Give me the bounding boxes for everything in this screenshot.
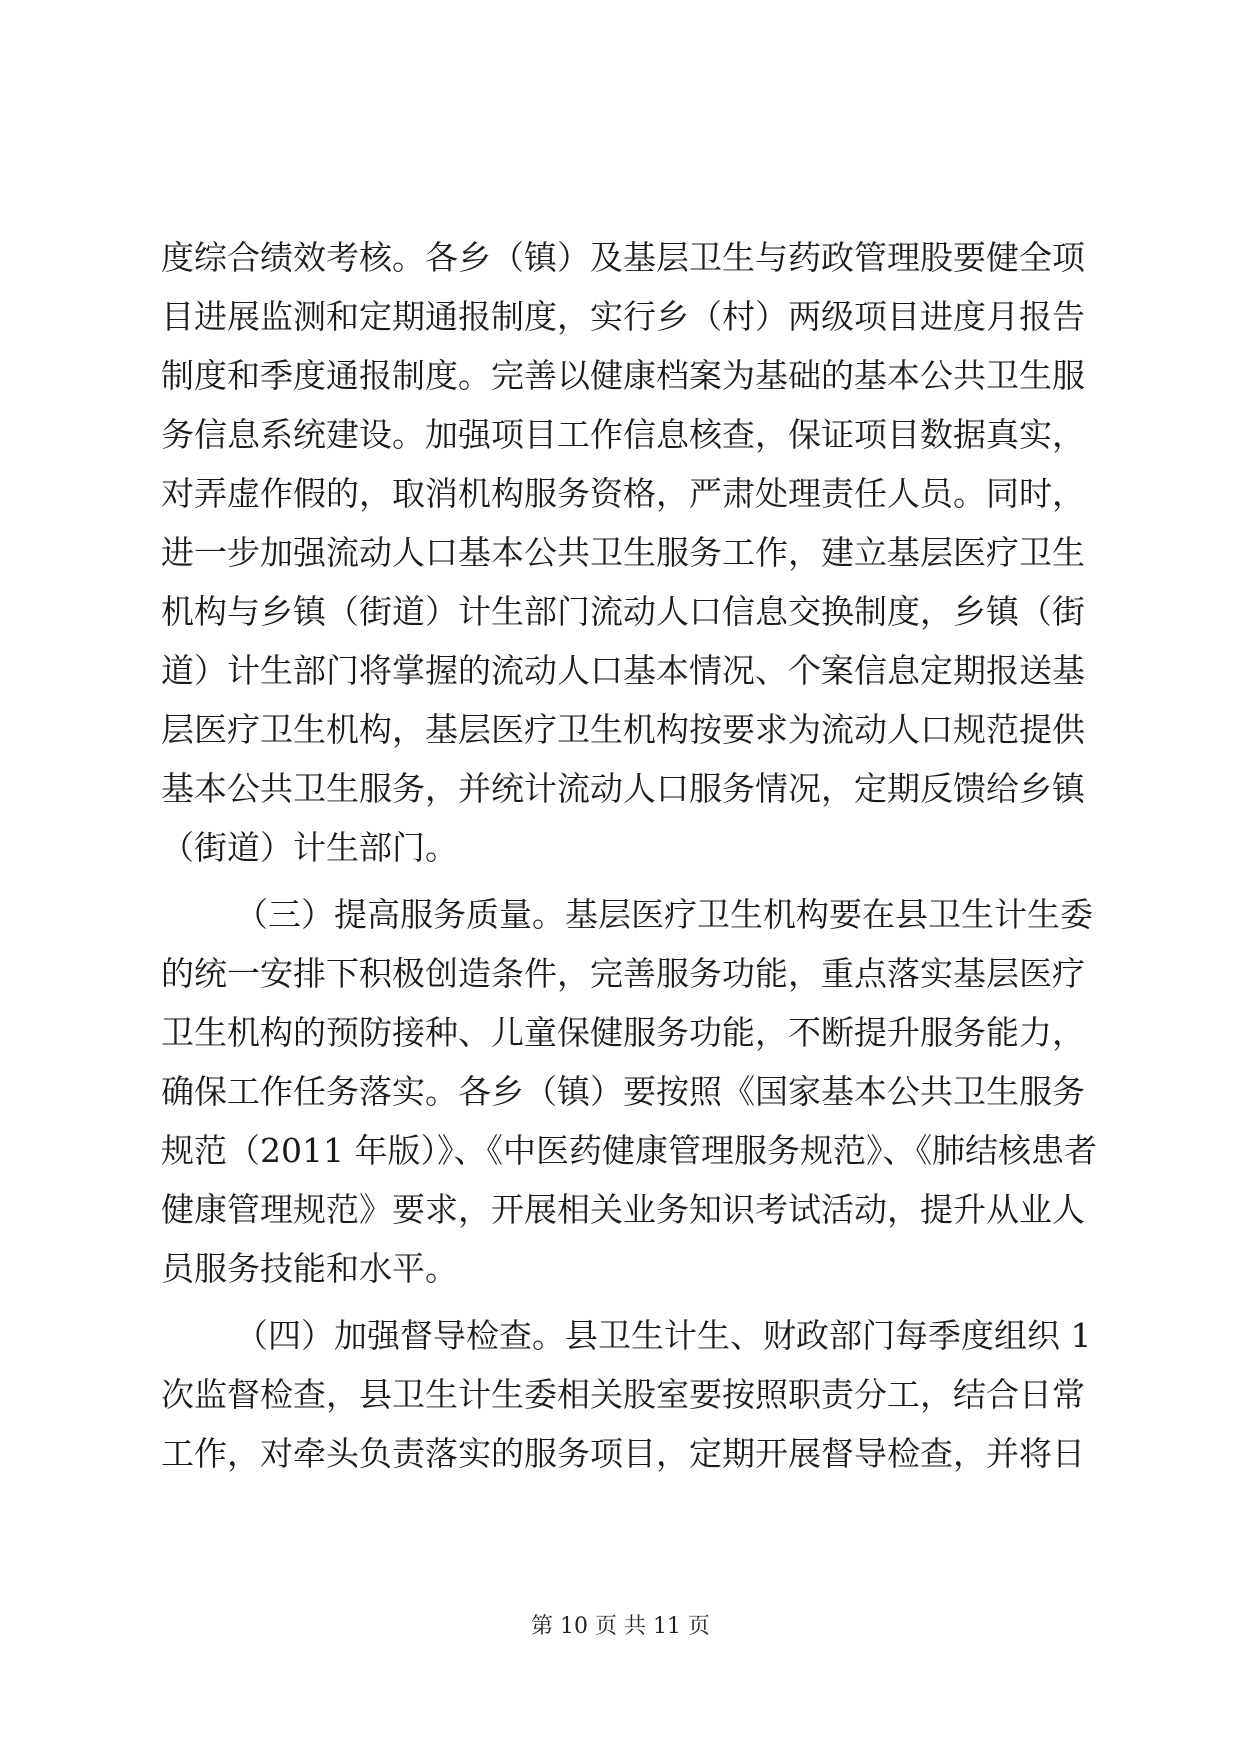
paragraph-1-line-1: 度综合绩效考核。各乡（镇）及基层卫生与药政管理股要健全项 (161, 238, 1085, 277)
paragraph-2-line-1: （三）提高服务质量。基层医疗卫生机构要在县卫生计生委 (235, 895, 1093, 934)
paragraph-1-line-6: 进一步加强流动人口基本公共卫生服务工作，建立基层医疗卫生 (161, 533, 1085, 572)
paragraph-2-line-3: 卫生机构的预防接种、儿童保健服务功能，不断提升服务能力， (161, 1013, 1085, 1052)
paragraph-2-line-7: 员服务技能和水平。 (161, 1249, 458, 1288)
paragraph-2-line-5: 规范（2011 年版）》、《中医药健康管理服务规范》、《肺结核患者 (161, 1131, 1097, 1170)
paragraph-1-line-3: 制度和季度通报制度。完善以健康档案为基础的基本公共卫生服 (161, 356, 1085, 395)
paragraph-1-line-9: 层医疗卫生机构，基层医疗卫生机构按要求为流动人口规范提供 (161, 710, 1085, 749)
page-footer (0, 1612, 1241, 1642)
paragraph-3-line-2: 次监督检查，县卫生计生委相关股室要按照职责分工，结合日常 (161, 1375, 1085, 1414)
page-number-label: 第 10 页 共 11 页 (531, 1614, 710, 1639)
paragraph-2-line-4: 确保工作任务落实。各乡（镇）要按照《国家基本公共卫生服务 (161, 1072, 1085, 1111)
paragraph-1-line-10: 基本公共卫生服务，并统计流动人口服务情况，定期反馈给乡镇 (161, 769, 1085, 808)
paragraph-2-line-6: 健康管理规范》要求，开展相关业务知识考试活动，提升从业人 (161, 1190, 1085, 1229)
body-text (161, 228, 1097, 1483)
paragraph-2-line-2: 的统一安排下积极创造条件，完善服务功能，重点落实基层医疗 (161, 954, 1085, 993)
paragraph-1-line-7: 机构与乡镇（街道）计生部门流动人口信息交换制度，乡镇（街 (161, 592, 1085, 631)
paragraph-1-line-8: 道）计生部门将掌握的流动人口基本情况、个案信息定期报送基 (161, 651, 1085, 690)
paragraph-1-line-4: 务信息系统建设。加强项目工作信息核查，保证项目数据真实， (161, 415, 1085, 454)
paragraph-3-line-1: （四）加强督导检查。县卫生计生、财政部门每季度组织 1 (235, 1316, 1092, 1355)
paragraph-1-line-11: （街道）计生部门。 (161, 828, 458, 867)
paragraph-1-line-2: 目进展监测和定期通报制度，实行乡（村）两级项目进度月报告 (161, 297, 1085, 336)
paragraph-1-line-5: 对弄虚作假的，取消机构服务资格，严肃处理责任人员。同时， (161, 474, 1085, 513)
paragraph-3-line-3: 工作，对牵头负责落实的服务项目，定期开展督导检查，并将日 (161, 1434, 1085, 1473)
